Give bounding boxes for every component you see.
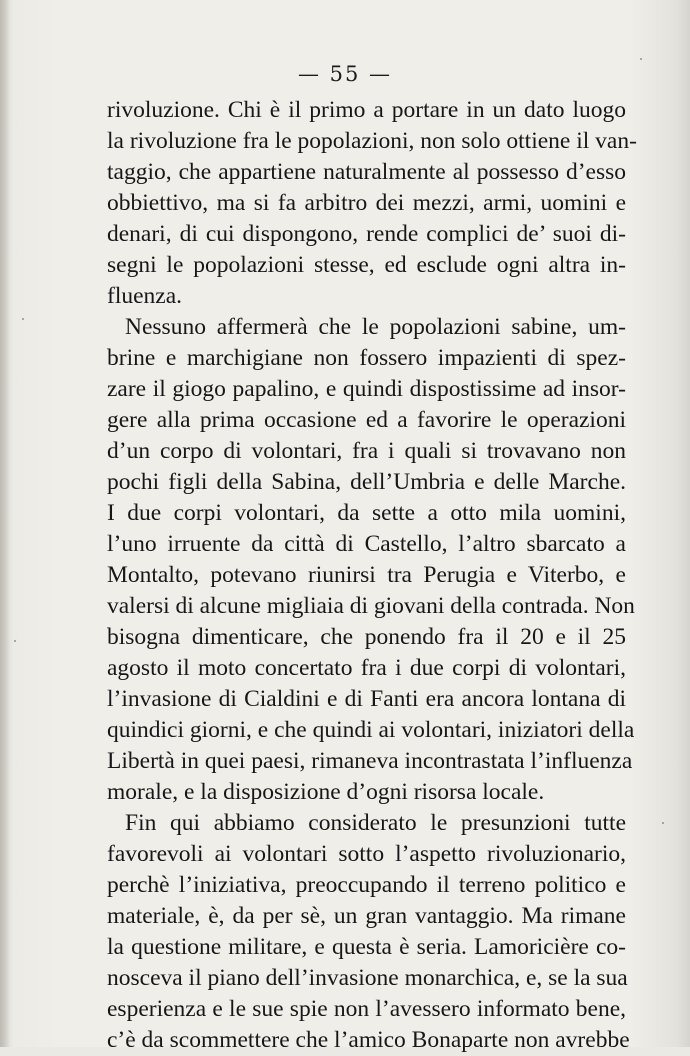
text-line: l’uno irruente da città di Castello, l’altro sbarcato a <box>107 531 626 557</box>
paper-speck <box>640 58 642 60</box>
text-line: la rivoluzione fra le popolazioni, non solo ottiene il van- <box>107 128 637 154</box>
text-line: morale, e la disposizione d’ogni risorsa locale. <box>107 779 545 805</box>
text-line: d’un corpo di volontari, fra i quali si trovavano non <box>107 438 626 464</box>
paper-speck <box>22 318 24 320</box>
text-line: fluenza. <box>107 283 183 309</box>
text-line: perchè l’iniziativa, preoccupando il terreno politico e <box>107 872 626 898</box>
binding-shadow <box>0 0 10 1047</box>
text-line: Montalto, potevano riunirsi tra Perugia e Viterbo, e <box>107 562 626 588</box>
text-line: c’è da scommettere che l’amico Bonaparte non avrebbe <box>107 1027 630 1053</box>
text-line: segni le popolazioni stesse, ed esclude ogni altra in- <box>107 252 626 278</box>
paper-speck <box>14 640 16 642</box>
text-line: denari, di cui dispongono, rende complici de’ suoi di- <box>107 221 626 247</box>
text-line: esperienza e le sue spie non l’avessero informato bene, <box>107 996 626 1022</box>
text-line: Fin qui abbiamo considerato le presunzioni tutte <box>125 810 626 836</box>
text-line: bisogna dimenticare, che ponendo fra il 20 e il 25 <box>107 624 626 650</box>
text-line: Libertà in quei paesi, rimaneva incontrastata l’influenza <box>107 748 633 774</box>
text-line: quindici giorni, e che quindi ai volontari, iniziatori della <box>107 717 635 743</box>
paper-speck <box>662 822 664 824</box>
text-line: rivoluzione. Chi è il primo a portare in un dato luogo <box>107 97 626 123</box>
text-line: materiale, è, da per sè, un gran vantaggio. Ma rimane <box>107 903 626 929</box>
text-line: nosceva il piano dell’invasione monarchica, e, se la sua <box>107 965 628 991</box>
text-line: la questione militare, e questa è seria. Lamoricière co- <box>107 934 626 960</box>
text-line: Nessuno affermerà che le popolazioni sabine, um- <box>125 314 626 340</box>
text-line: obbiettivo, ma si fa arbitro dei mezzi, armi, uomini e <box>107 190 626 216</box>
text-line: taggio, che appartiene naturalmente al possesso d’esso <box>107 159 626 185</box>
text-line: pochi figli della Sabina, dell’Umbria e delle Marche. <box>107 469 626 495</box>
text-line: gere alla prima occasione ed a favorire le operazioni <box>107 407 626 433</box>
text-line: valersi di alcune migliaia di giovani della contrada. Non <box>107 593 635 619</box>
text-line: I due corpi volontari, da sette a otto mila uomini, <box>107 500 626 526</box>
text-line: l’invasione di Cialdini e di Fanti era ancora lontana di <box>107 686 626 712</box>
text-line: brine e marchigiane non fossero impazienti di spez- <box>107 345 626 371</box>
text-line: agosto il moto concertato fra i due corpi di volontari, <box>107 655 626 681</box>
text-line: favorevoli ai volontari sotto l’aspetto rivoluzionario, <box>107 841 626 867</box>
text-line: zare il giogo papalino, e quindi dispostissime ad insor- <box>107 376 626 402</box>
page-number: — 55 — <box>297 62 393 86</box>
body-text <box>107 95 637 1056</box>
